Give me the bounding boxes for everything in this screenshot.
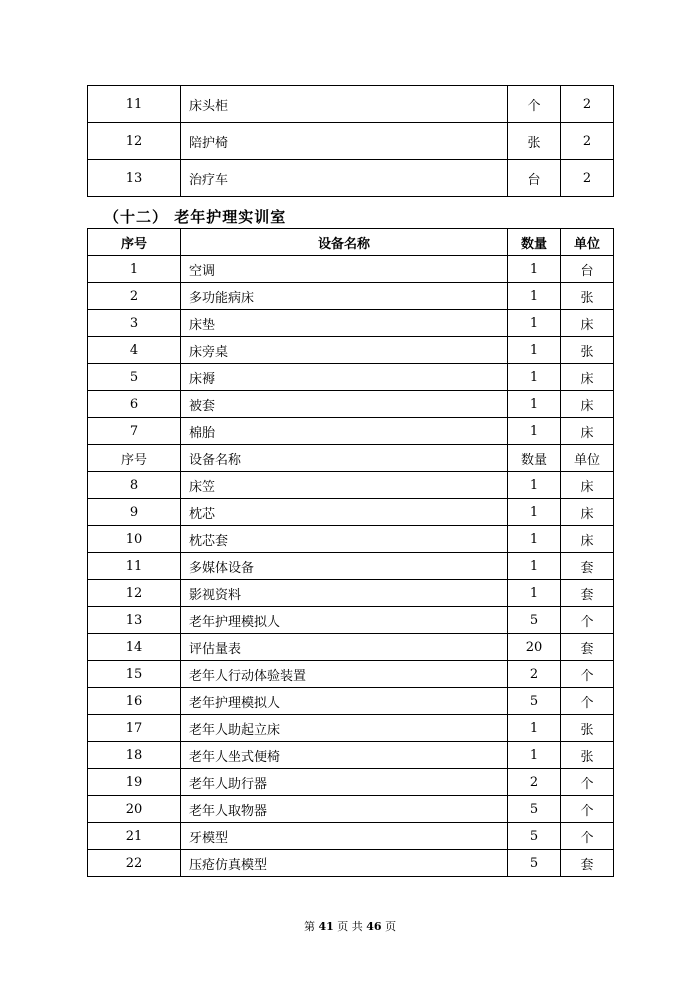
cell-seq: 7 [88, 418, 181, 445]
cell-seq: 12 [88, 580, 181, 607]
table-row [88, 580, 614, 607]
table-row [88, 553, 614, 580]
cell-name: 枕芯套 [181, 526, 508, 553]
cell-seq: 15 [88, 661, 181, 688]
cell-name: 老年人助起立床 [181, 715, 508, 742]
cell-seq: 13 [88, 160, 181, 197]
table-row [88, 661, 614, 688]
table-row [88, 391, 614, 418]
table-header-row [88, 229, 614, 256]
subheader-seq: 序号 [88, 445, 181, 472]
cell-name: 老年护理模拟人 [181, 688, 508, 715]
cell-unit: 张 [508, 123, 561, 160]
cell-unit: 床 [561, 526, 614, 553]
cell-unit: 套 [561, 580, 614, 607]
footer-total-pages: 46 [366, 920, 382, 933]
table-row [88, 796, 614, 823]
footer-post: 页 [385, 920, 397, 933]
subheader-unit: 单位 [561, 445, 614, 472]
cell-seq: 8 [88, 472, 181, 499]
cell-name: 床垫 [181, 310, 508, 337]
cell-seq: 6 [88, 391, 181, 418]
header-name: 设备名称 [181, 229, 508, 256]
cell-qty: 1 [508, 499, 561, 526]
cell-unit: 张 [561, 742, 614, 769]
cell-qty: 1 [508, 553, 561, 580]
cell-qty: 1 [508, 391, 561, 418]
cell-unit: 床 [561, 472, 614, 499]
cell-qty: 1 [508, 526, 561, 553]
subheader-qty: 数量 [508, 445, 561, 472]
cell-qty: 5 [508, 823, 561, 850]
cell-name: 多功能病床 [181, 283, 508, 310]
cell-unit: 张 [561, 283, 614, 310]
cell-seq: 21 [88, 823, 181, 850]
table-row [88, 823, 614, 850]
table-row [88, 769, 614, 796]
cell-seq: 11 [88, 553, 181, 580]
table-row [88, 364, 614, 391]
cell-qty: 5 [508, 850, 561, 877]
cell-qty: 1 [508, 337, 561, 364]
cell-unit: 套 [561, 553, 614, 580]
cell-qty: 1 [508, 418, 561, 445]
cell-qty: 2 [561, 123, 614, 160]
cell-qty: 1 [508, 256, 561, 283]
cell-qty: 2 [561, 86, 614, 123]
cell-unit: 个 [561, 823, 614, 850]
table-subheader-row [88, 445, 614, 472]
table-row [88, 123, 614, 160]
table-row [88, 850, 614, 877]
cell-name: 治疗车 [181, 160, 508, 197]
cell-qty: 1 [508, 472, 561, 499]
cell-qty: 5 [508, 796, 561, 823]
equipment-table [87, 228, 614, 877]
cell-name: 枕芯 [181, 499, 508, 526]
cell-name: 压疮仿真模型 [181, 850, 508, 877]
table-row [88, 499, 614, 526]
cell-seq: 14 [88, 634, 181, 661]
table-row [88, 526, 614, 553]
cell-seq: 10 [88, 526, 181, 553]
cell-name: 棉胎 [181, 418, 508, 445]
cell-name: 床褥 [181, 364, 508, 391]
cell-seq: 9 [88, 499, 181, 526]
cell-qty: 1 [508, 742, 561, 769]
table-row [88, 472, 614, 499]
cell-unit: 个 [561, 607, 614, 634]
page-footer [0, 918, 700, 934]
cell-qty: 5 [508, 688, 561, 715]
table-row [88, 742, 614, 769]
cell-qty: 1 [508, 283, 561, 310]
cell-qty: 2 [561, 160, 614, 197]
footer-mid: 页 共 [337, 920, 363, 933]
table-row [88, 86, 614, 123]
cell-qty: 1 [508, 364, 561, 391]
cell-seq: 12 [88, 123, 181, 160]
cell-seq: 5 [88, 364, 181, 391]
cell-seq: 17 [88, 715, 181, 742]
cell-seq: 3 [88, 310, 181, 337]
cell-seq: 18 [88, 742, 181, 769]
cell-seq: 4 [88, 337, 181, 364]
cell-unit: 个 [561, 688, 614, 715]
table-row [88, 607, 614, 634]
cell-unit: 套 [561, 634, 614, 661]
cell-seq: 13 [88, 607, 181, 634]
header-qty: 数量 [508, 229, 561, 256]
cell-name: 老年人取物器 [181, 796, 508, 823]
continued-equipment-table [87, 85, 614, 197]
cell-unit: 张 [561, 715, 614, 742]
cell-qty: 1 [508, 580, 561, 607]
cell-qty: 1 [508, 310, 561, 337]
header-seq: 序号 [88, 229, 181, 256]
cell-name: 多媒体设备 [181, 553, 508, 580]
table-row [88, 256, 614, 283]
cell-seq: 2 [88, 283, 181, 310]
cell-name: 床头柜 [181, 86, 508, 123]
table-row [88, 283, 614, 310]
cell-name: 空调 [181, 256, 508, 283]
cell-seq: 16 [88, 688, 181, 715]
cell-name: 被套 [181, 391, 508, 418]
cell-qty: 1 [508, 715, 561, 742]
cell-name: 牙模型 [181, 823, 508, 850]
cell-qty: 20 [508, 634, 561, 661]
cell-unit: 个 [561, 769, 614, 796]
table-row [88, 160, 614, 197]
section-title: （十二） 老年护理实训室 [104, 208, 287, 226]
footer-page-number: 41 [318, 920, 334, 933]
cell-seq: 19 [88, 769, 181, 796]
cell-unit: 床 [561, 418, 614, 445]
table-row [88, 715, 614, 742]
cell-qty: 2 [508, 661, 561, 688]
cell-qty: 2 [508, 769, 561, 796]
cell-seq: 20 [88, 796, 181, 823]
cell-unit: 床 [561, 310, 614, 337]
cell-qty: 5 [508, 607, 561, 634]
cell-name: 床笠 [181, 472, 508, 499]
cell-name: 床旁桌 [181, 337, 508, 364]
cell-unit: 床 [561, 499, 614, 526]
table-row [88, 634, 614, 661]
table-row [88, 418, 614, 445]
table-row [88, 688, 614, 715]
cell-seq: 22 [88, 850, 181, 877]
cell-unit: 个 [561, 796, 614, 823]
footer-pre: 第 [303, 920, 315, 933]
cell-unit: 张 [561, 337, 614, 364]
table-row [88, 337, 614, 364]
cell-seq: 11 [88, 86, 181, 123]
cell-unit: 个 [508, 86, 561, 123]
cell-name: 老年人行动体验装置 [181, 661, 508, 688]
cell-unit: 台 [508, 160, 561, 197]
cell-name: 老年护理模拟人 [181, 607, 508, 634]
subheader-name: 设备名称 [181, 445, 508, 472]
cell-unit: 床 [561, 364, 614, 391]
cell-unit: 床 [561, 391, 614, 418]
cell-seq: 1 [88, 256, 181, 283]
cell-name: 老年人坐式便椅 [181, 742, 508, 769]
table-row [88, 310, 614, 337]
cell-unit: 个 [561, 661, 614, 688]
header-unit: 单位 [561, 229, 614, 256]
cell-name: 老年人助行器 [181, 769, 508, 796]
cell-name: 影视资料 [181, 580, 508, 607]
cell-name: 陪护椅 [181, 123, 508, 160]
cell-unit: 台 [561, 256, 614, 283]
cell-unit: 套 [561, 850, 614, 877]
cell-name: 评估量表 [181, 634, 508, 661]
